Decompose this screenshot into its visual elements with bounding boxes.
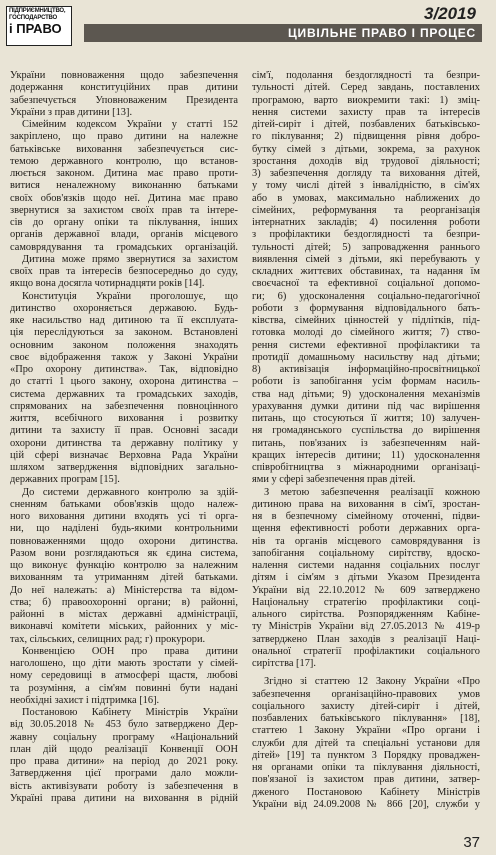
text-line: інтернатних закладів; 4) посилення роботи (252, 217, 480, 228)
text-line: «Про охорону дитинства». Так, відповідно (10, 364, 238, 375)
text-line: ня громадянського суспільства до вирішення (252, 425, 480, 437)
text-line: від 30.05.2018 № 453 було затверджено Дер- (10, 719, 238, 731)
logo-title: і ПРАВО (9, 21, 62, 36)
text-line: дітей-сиріт і дітей, позбавлених батьківсько- (252, 119, 480, 130)
text-line: ту Міністрів України від 27.05.2013 № 419-р (252, 621, 480, 633)
text-line: що виконує функцію контролю за належним (10, 560, 238, 571)
text-line: Конвенцією ООН про права дитини (22, 645, 238, 657)
text-line: органів державної влади, органів місцевого (10, 229, 238, 241)
text-line: ни, що наділені будь-якими контрольними (10, 523, 238, 535)
text-line: Україні права дитини на виховання в рідній (10, 792, 238, 804)
text-line: районні в містах державні адміністрації, (10, 609, 238, 620)
text-line: ківства, сімейних цінностей у підлітків, під- (252, 315, 480, 326)
text-line: люється законом. Дитина має право проти- (10, 168, 238, 179)
text-line: шляхом затвердження відповідних загально- (10, 462, 238, 473)
text-line: наголошено, що діти мають зростати у сімей- (10, 658, 238, 669)
text-line: співробітництва з міжнародними організаці- (252, 462, 480, 473)
text-line: Конституція України проголошує, що (22, 290, 238, 302)
text-line: своє відображення також у Законі України (10, 351, 238, 363)
text-line: ному середовищі в атмосфері щастя, любові (10, 670, 238, 682)
text-line: статтею 1 Закону України «Про органи і (252, 725, 480, 737)
text-line: ональної стратегії профілактики соціального (252, 645, 480, 657)
text-line: ція переслідуються за законом. Встановлені (10, 327, 238, 339)
text-line: ства; б) правоохоронні органи; в) районні, (10, 596, 238, 608)
text-line: основним законом положення знаходять (10, 339, 238, 351)
text-line: охорони дитинства та державну політику у (10, 437, 238, 449)
text-line: До системи державного контролю за здій- (22, 486, 238, 498)
text-line: роботи з формування відповідального бать- (252, 302, 480, 314)
text-line: сім'ї, подолання бездоглядності та безпри- (252, 70, 480, 81)
text-line: сімейних, реформування та реорганізація (252, 204, 480, 216)
text-line: Згідно зі статтею 12 Закону України «Про (264, 676, 480, 688)
left-text-column (10, 70, 238, 805)
text-line: дитинство охороняється державою. Будь- (10, 302, 238, 314)
text-line: Затвердження цієї програми дало можли- (10, 768, 238, 780)
logo-line-1: ПІДПРИЄМНИЦТВО, (9, 8, 66, 14)
text-line: роботи із запобігання усім формам насиль- (252, 376, 480, 388)
text-line: з профілактики бездоглядності та безпри- (252, 229, 480, 241)
text-line: До неї належать: а) Міністерства та відом- (10, 584, 238, 596)
right-text-column (252, 70, 480, 811)
text-line: вихованням та утриманням дітей батьками. (10, 572, 238, 584)
text-line: або в умовах, максимально наближених до (252, 192, 480, 204)
text-line: забезпечується Уповноваженим Президента (10, 94, 238, 106)
text-line: щення ефективності роботи державних орга- (252, 523, 480, 535)
text-line: ства над дітьми; 9) удосконалення механізмів (252, 388, 480, 400)
text-line: питань, пов'язаних із забезпеченням най- (252, 437, 480, 449)
text-line: та розуміння, а сім'ям повинні бути надані (10, 682, 238, 694)
text-line: бутку сімей з дітьми, зокрема, за рахунок (252, 143, 480, 155)
text-line: дитини та захисту її прав. Основні засади (10, 425, 238, 437)
text-line: сирітства [17]. (252, 658, 316, 669)
text-line: сів до органу опіки та піклування, інших (10, 217, 238, 228)
text-line: яке насильство над дитиною та її експлуата- (10, 315, 238, 326)
text-line: тульності дітей. Серед завдань, поставлених (252, 82, 480, 94)
text-line: України від 24.09.2008 № 866 [20], служби у (252, 798, 480, 810)
text-line: план дій щодо реалізації Конвенції ООН (10, 743, 238, 755)
text-line: забезпечення організаційно-правових умов (252, 688, 480, 700)
text-line: нів та органів місцевого самоврядування із (252, 535, 480, 547)
text-line: дітям і сім'ям з дітьми Указом Президента (252, 572, 480, 584)
text-line: якщо вона досягла чотирнадцяти років [14]. (10, 278, 205, 290)
text-line: Дитина може прямо звернутися за захистом (22, 253, 238, 265)
logo-line-2: ГОСПОДАРСТВО (9, 15, 57, 21)
text-line: ги; 6) удосконалення соціально-педагогічної (252, 290, 480, 302)
text-line: спрямованих на забезпечення повноцінного (10, 400, 238, 412)
text-line: питань, що стосуються її життя; 10) залучен- (252, 413, 480, 424)
text-line: закріплено, що право дитини на належне (10, 131, 238, 143)
text-line: темою державного контролю, що встанов- (10, 155, 238, 167)
text-line: налення системи надання соціальних послуг (252, 560, 480, 571)
text-line: Сімейним кодексом України у статті 152 (22, 119, 238, 130)
text-line: вість активізувати роботу із забезпечення в (10, 780, 238, 792)
text-line: жавну соціальну програму «Національний (10, 731, 238, 743)
text-line: самоврядування та громадських організацій. (10, 241, 238, 253)
text-line: кращих інтересів дитини; 11) удосконалення (252, 449, 480, 461)
text-line: ня в безпечному сімейному оточенні, підви- (252, 511, 480, 522)
text-line: дітей» [19] та пунктом 3 Порядку проваджен- (252, 749, 480, 761)
text-line: звернутися за захистом своїх прав та інтере- (10, 204, 238, 216)
text-line: України від 22.10.2012 № 609 затверджено (252, 584, 480, 596)
text-line: сненням батьками обов'язків щодо належ- (10, 498, 238, 510)
text-line: Постановою Кабінету Міністрів України (22, 707, 238, 718)
text-line: 3) забезпечення догляду та виховання дітей, (252, 168, 480, 179)
issue-number: 3/2019 (424, 4, 476, 23)
text-line: витися неналежному виконанню батьками (10, 180, 238, 192)
text-line: виконавчі комітети міських, районних у міс- (10, 621, 238, 633)
text-line: додержання конституційних прав дитини (10, 82, 238, 94)
text-line: батьківське виховання забезпечується сис- (10, 143, 238, 155)
text-line: 8) активізація інформаційно-просвітницької (252, 364, 480, 375)
page-number: 37 (463, 834, 480, 851)
text-line: готовка молоді до сімейного життя; 7) ство- (252, 327, 480, 339)
text-line: зростання доходів від трудової діяльності; (252, 155, 480, 167)
text-line: соціального захисту дітей-сиріт і дітей, (252, 700, 480, 712)
text-line: України з прав дитини [13]. (10, 106, 133, 118)
text-line: ями у сфері забезпечення прав дітей. (252, 474, 416, 486)
text-line: позбавлених батьківського піклування» [18], (252, 713, 480, 724)
text-line: Національну стратегію профілактики соці- (252, 596, 480, 608)
text-line: пов'язаної із захистом прав дитини, затвер- (252, 774, 480, 786)
text-line: тах, сільських, селищних рад; г) прокурори. (10, 633, 206, 645)
text-line: про права дитини» на період до 2021 року. (10, 756, 238, 767)
journal-logo (6, 6, 72, 46)
text-line: повноваженнями щодо охорони дитинства. (10, 535, 238, 547)
text-line: рення системи ефективної профілактики та (252, 339, 480, 351)
text-line: своїх обов'язків щодо неї. Дитина має право (10, 192, 238, 204)
text-line: система державних та громадських заходів, (10, 388, 238, 400)
text-line: тульності дітей; 5) запровадження раннього (252, 241, 480, 253)
text-line: затверджено План заходів з реалізації Наці- (252, 633, 480, 645)
text-line: складних життєвих обставинах, та надання їм (252, 266, 480, 277)
text-line: протидії домашньому насильству над дітьми; (252, 351, 480, 363)
text-line: життя, всебічного виховання і розвитку (10, 413, 238, 424)
text-line: ного виховання дитини входять усі ті орга- (10, 511, 238, 522)
text-line: ального сирітства. Розпорядженням Кабіне- (252, 609, 480, 620)
text-line: необхідні захист і підтримка [16]. (10, 694, 160, 706)
text-line: програмою, варто виокремити такі: 1) зміц- (252, 94, 480, 106)
text-line: запобігання соціальному сирітству, вдоско- (252, 547, 480, 559)
text-line: своєчасної та ефективної соціальної допомо- (252, 278, 480, 290)
text-line: цій сфері визначає Верховна Рада України (10, 449, 238, 461)
text-line: своїх прав та інтересів безпосередньо до суду, (10, 266, 238, 277)
text-line: у тому числі дітей з інвалідністю, в сім'ях (252, 180, 480, 192)
text-line: дженого Постановою Кабінету Міністрів (252, 786, 480, 798)
text-line: урахування думки дитини під час вирішення (252, 400, 480, 412)
text-line: виявлення сімей з дітьми, які перебувають у (252, 253, 480, 265)
text-line: го піклування; 2) підвищення рівня добро- (252, 131, 480, 143)
text-line: З метою забезпечення реалізації кожною (264, 486, 480, 498)
text-line: Разом вони розглядаються як єдина система, (10, 547, 238, 559)
text-line: служби для дітей та спеціальні установи для (252, 737, 480, 749)
text-line: України повноваження щодо забезпечення (10, 70, 238, 81)
text-line: ня органами опіки та піклування діяльності, (252, 762, 480, 773)
text-line: державних програм [15]. (10, 474, 120, 486)
text-line: дитиною права на виховання в сім'ї, зростан- (252, 498, 480, 510)
text-line: нення системи захисту прав та інтересів (252, 106, 480, 118)
section-rubric: ЦИВІЛЬНЕ ПРАВО І ПРОЦЕС (287, 26, 476, 40)
text-line: до статті 1 цього закону, охорона дитинства – (10, 376, 238, 388)
